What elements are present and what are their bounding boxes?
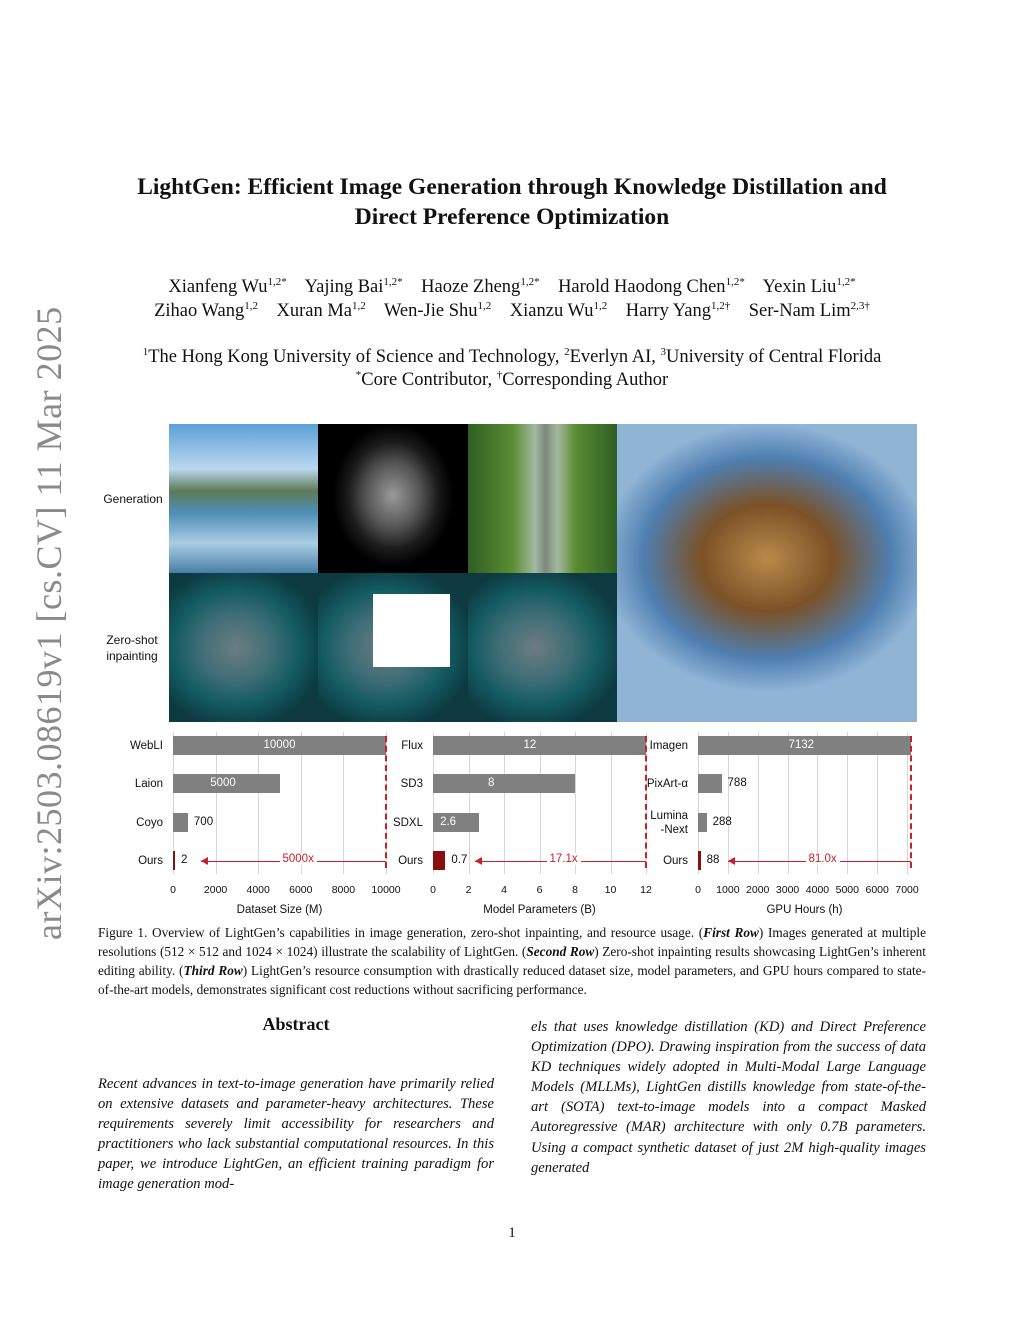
contribution-notes: *Core Contributor, †Corresponding Author [355,369,669,391]
reduction-factor-label: 81.0x [806,853,840,865]
category-label: Imagen [649,739,688,752]
title-line-1: LightGen: Efficient Image Generation through Knowledge Distillation and [137,174,887,200]
tick-label: 12 [640,884,652,896]
inpainting-result-seal [468,573,617,722]
bar-value-label: 88 [706,854,720,866]
category-label: Lumina -Next [650,809,688,836]
tick-label: 4000 [246,884,270,896]
chart-gpu-hours [640,732,925,922]
inpainting-source-seal [169,573,318,722]
reduction-factor-label: 5000x [280,853,317,865]
title-line-2: Direct Preference Optimization [354,204,670,230]
bar-value-label: 2.6 [440,816,457,828]
abstract-heading: Abstract [262,1014,330,1034]
tick-label: 6000 [289,884,313,896]
author: Haoze Zheng$^{1,2*}$ [421,276,540,298]
figure-caption: Figure 1. Overview of LightGen’s capabilities in image generation, zero-shot inpainting, and resource usage. (First Row) Images generated at multiple resolutions (512 × 512 and 1024 × 1024) illustrate the scalability of LightGen. (Second Row) Zero-shot inpainting results showcasing LightGen’s inherent editing ability. (Third Row) LightGen’s resource consumption with drastically reduced dataset size, model parameters, and GPU hours compared to state-of-the-art models, demonstrates significant cost reductions without sacrificing performance. [98,925,926,997]
tick-label: 0 [430,884,436,896]
arrow-head-icon [728,857,735,865]
arxiv-identifier: arXiv:2503.08619v1 [cs.CV] 11 Mar 2025 [29,306,69,940]
page-number: 1 [508,1225,516,1241]
category-label: WebLI [129,739,163,752]
author: Yexin Liu$^{1,2*}$ [762,276,856,298]
bar-value-label: 5000 [210,777,236,789]
bar [173,813,188,832]
bar-value-label: 10000 [263,739,296,751]
bar [173,851,175,870]
tick-label: 10000 [371,884,401,896]
generated-image-portrait [318,424,468,573]
bar-value-label: 7132 [788,739,815,751]
author: Wen-Jie Shu$^{1,2}$ [383,300,492,322]
bar-value-label: 700 [193,816,214,828]
category-label: Ours [663,854,688,867]
category-label: Flux [401,739,423,752]
tick-label: 0 [170,884,176,896]
tick-label: 5000 [835,884,859,896]
inpainting-masked-seal [318,573,468,722]
bar [698,774,722,793]
category-label: Ours [138,854,163,867]
author: Xianfeng $Wu^{1,2*}$ [168,276,287,298]
author: Zihao Wang$^{1,2}$ [154,300,258,322]
reference-dashed-line [910,736,912,868]
axis-title: GPU Hours (h) [766,904,843,916]
bar [433,851,445,870]
tick-label: 2 [465,884,472,896]
abstract-text-left: Recent advances in text-to-image generation have primarily relied on extensive datasets and parameter-heavy architectures. These requirements severely limit accessibility for researchers and practitioners who lack substantial computational resources. In this paper, we introduce LightGen, an efficient training paradigm for image generation mod- [98,1076,494,1193]
generated-image-road [468,424,617,573]
bar [698,813,707,832]
category-label: Coyo [136,816,163,829]
reduction-factor-label: 17.1x [547,853,581,865]
category-label: PixArt-α [646,777,688,790]
arrow-head-icon [475,857,482,865]
tick-label: 8000 [331,884,356,896]
row-label-inpainting: Zero-shot inpainting [106,633,158,663]
tick-label: 2000 [746,884,770,896]
tick-label: 6000 [865,884,889,896]
category-label: SDXL [392,816,423,829]
tick-label: 4 [501,884,507,896]
bar-value-label: 0.7 [451,854,468,866]
arrow-head-icon [201,857,208,865]
bar [698,851,701,870]
author: Ser-Nam Lim$^{2,3\dagger}$ [748,300,870,322]
abstract-text-right: els that uses knowledge distillation (KD) and Direct Preference Optimization (DPO). Drawing inspiration from the success of data KD techniques widely adopted in Multi-Modal Large Language Models (MLLMs), LightGen distills knowledge from state-of-the-art (SOTA) text-to-image models into a compact Masked Autoregressive (MAR) architecture with only 0.7B parameters. Using a compact synthetic dataset of just 2M high-quality images generated [531,1019,926,1176]
bar-value-label: 788 [727,777,747,789]
author: Xianzu Wu$^{1,2}$ [509,300,608,322]
row-label-generation: Generation [103,492,163,506]
bar [433,736,646,755]
axis-title: Model Parameters (B) [483,904,596,916]
tick-label: 8 [572,884,578,896]
tick-label: 0 [695,884,701,896]
bar-value-label: 288 [712,816,732,828]
bar-value-label: 8 [488,777,495,789]
tick-label: 6 [536,884,543,896]
tick-label: 4000 [805,884,830,896]
author: Xuran Ma$^{1,2}$ [276,300,366,322]
generated-image-steampunk-eagle [617,424,917,722]
category-label: SD3 [400,777,423,790]
generated-image-lake-mountains [169,424,318,573]
category-label: Ours [398,854,423,867]
chart-dataset-size [98,732,408,922]
authors-row-2 [100,294,924,323]
affiliations: $^1$The Hong Kong University of Science and Technology, $^2$Everlyn AI, $^3$University of Central Florida [142,346,882,368]
tick-label: 3000 [775,884,800,896]
paper-title [100,172,924,232]
bar [433,774,575,793]
inpainting-mask [373,594,450,667]
author: Harry Yang$^{1,2\dagger}$ [625,300,731,322]
bar-value-label: 12 [523,739,537,751]
chart-model-parameters [385,732,660,922]
tick-label: 1000 [716,884,740,896]
author: Harold Haodong Chen$^{1,2*}$ [558,276,745,298]
bar-value-label: 2 [181,854,188,866]
tick-label: 2000 [203,884,228,896]
axis-title: Dataset Size (M) [236,904,323,916]
tick-label: 10 [604,884,617,896]
author: Yajing Bai$^{1,2*}$ [304,276,403,298]
category-label: Laion [134,777,163,790]
tick-label: 7000 [895,884,919,896]
